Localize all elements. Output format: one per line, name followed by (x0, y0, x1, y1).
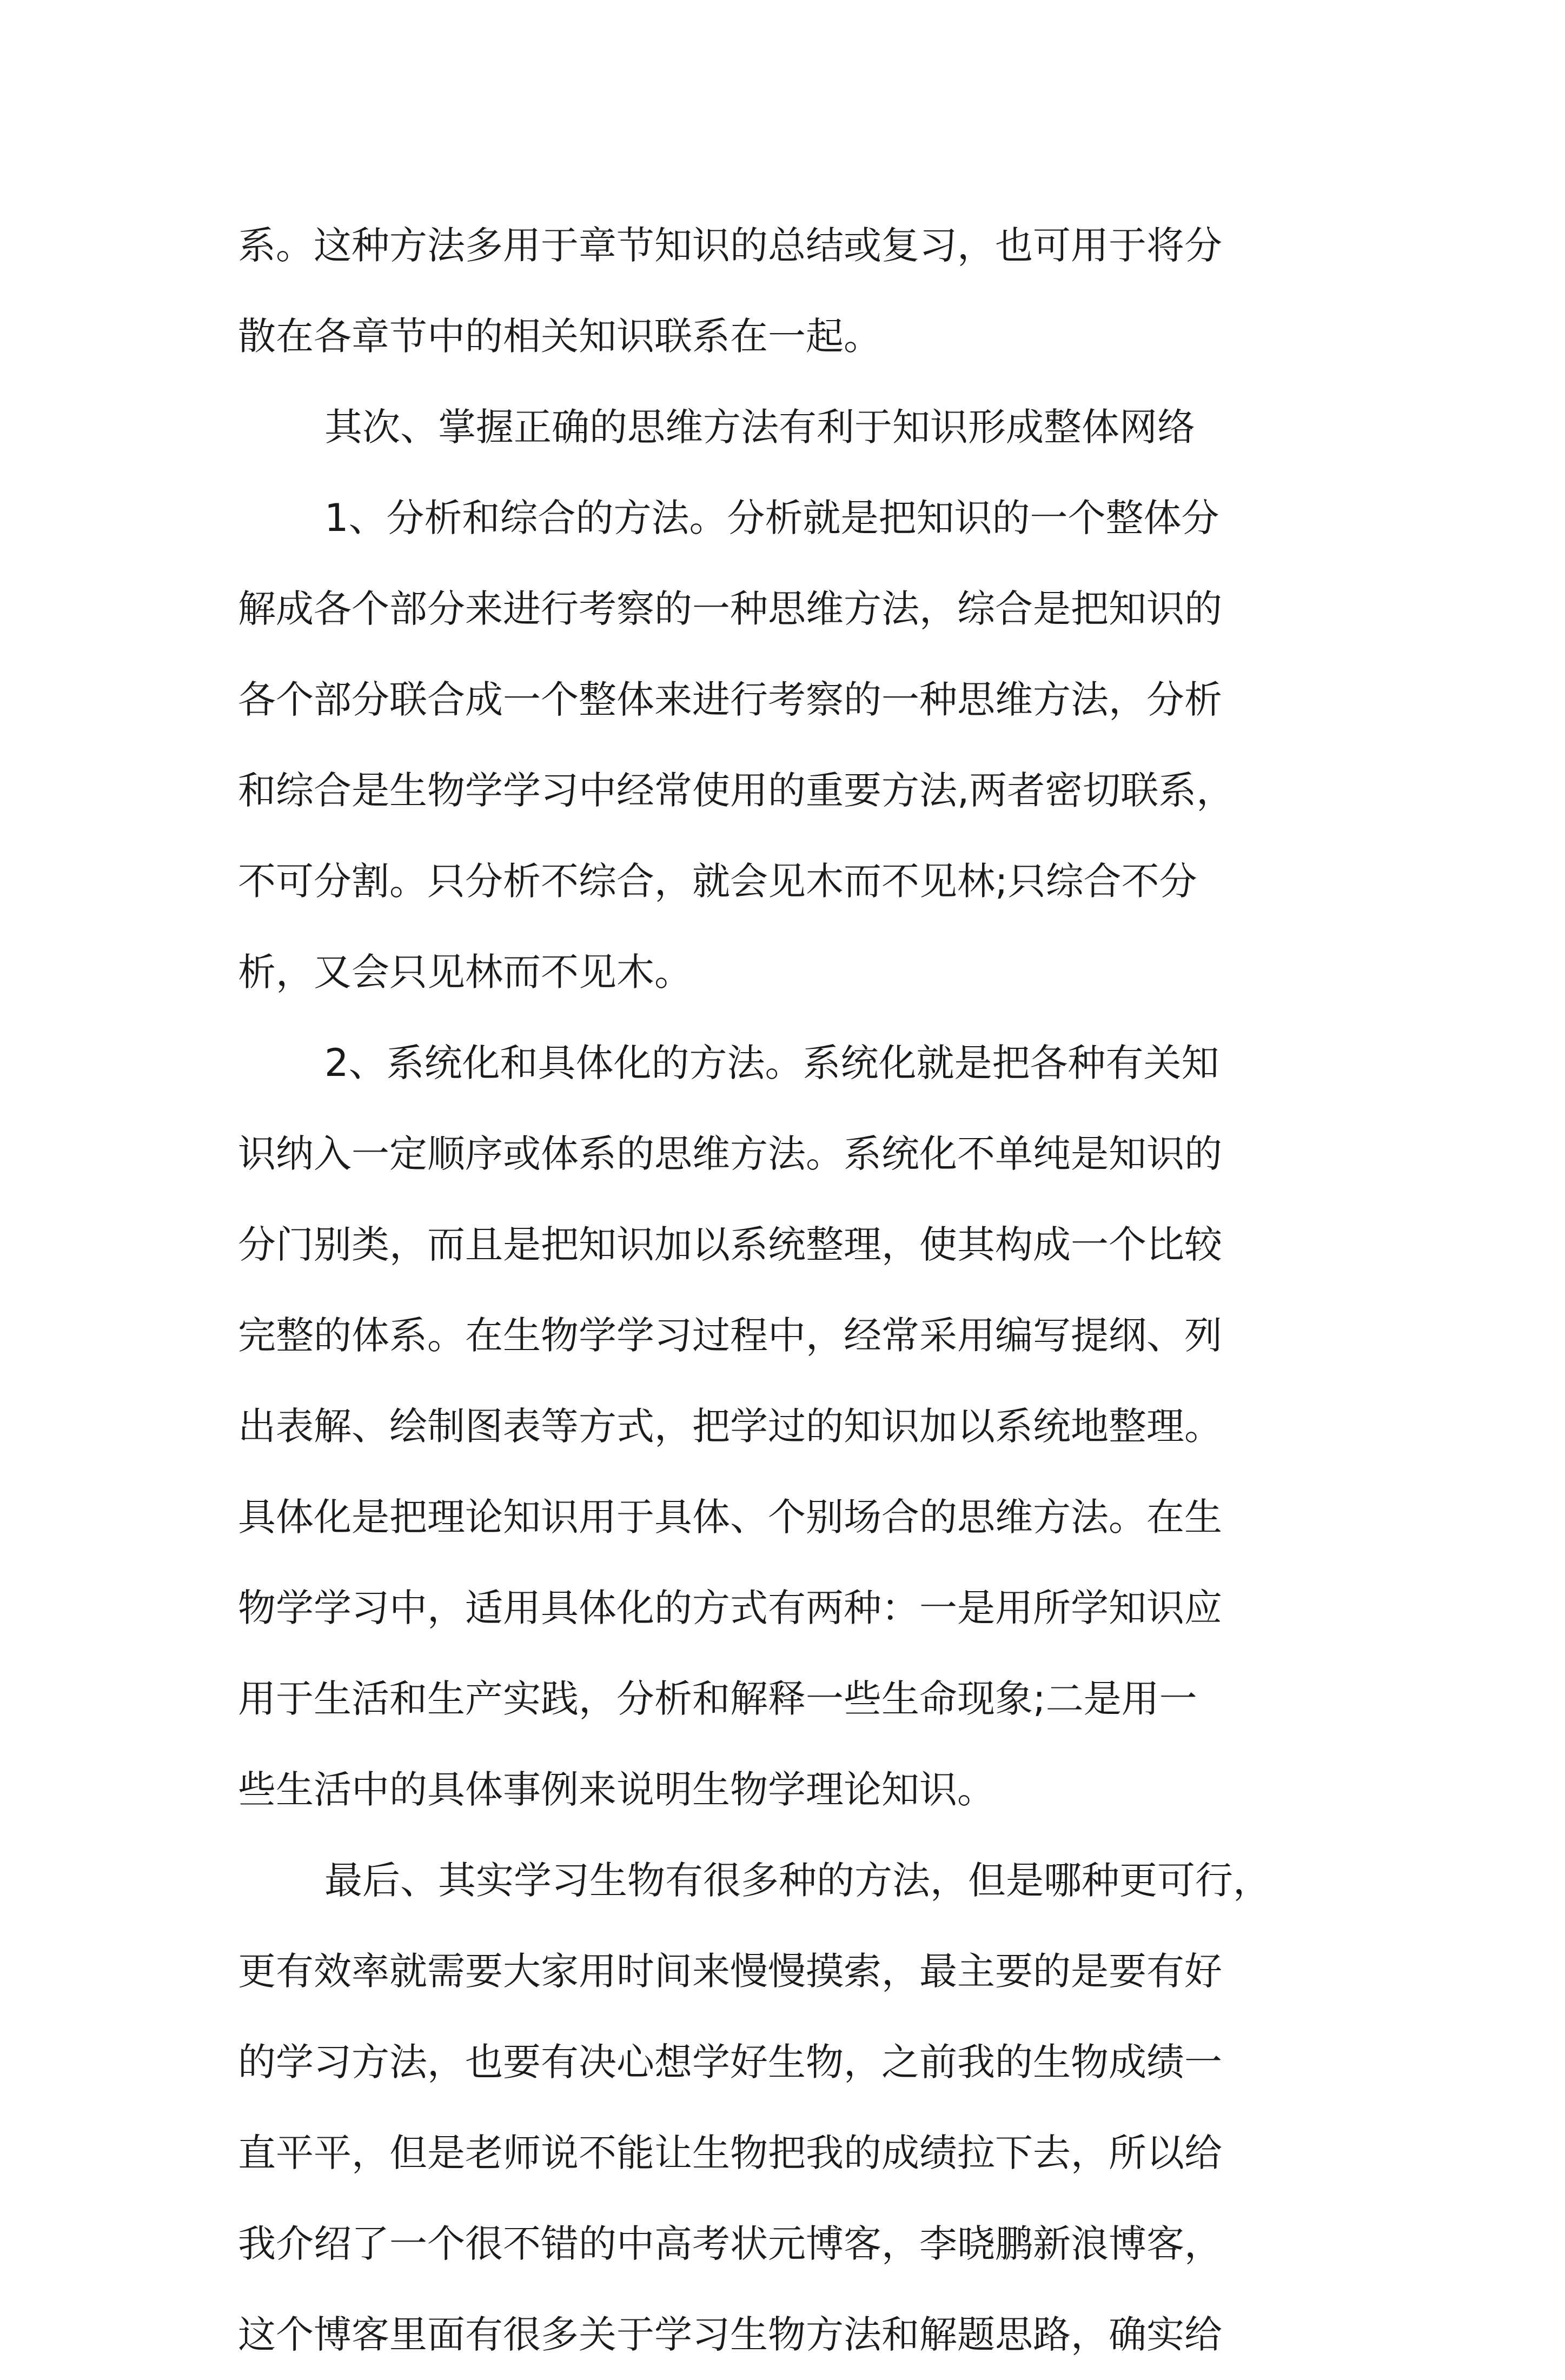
text-line: 1、分析和综合的方法。分析就是把知识的一个整体分 (324, 496, 1219, 540)
document-body (238, 200, 1344, 2380)
section-heading (238, 382, 1344, 473)
text-line: 散在各章节中的相关知识联系在一起。 (238, 314, 881, 358)
text-line: 用于生活和生产实践，分析和解释一些生命现象;二是用一 (238, 1677, 1197, 1721)
text-line: 完整的体系。在生物学学习过程中，经常采用编写提纲、列 (238, 1313, 1222, 1358)
text-line: 和综合是生物学学习中经常使用的重要方法,两者密切联系， (238, 768, 1235, 813)
text-line: 各个部分联合成一个整体来进行考察的一种思维方法，分析 (238, 677, 1222, 722)
text-line: 些生活中的具体事例来说明生物学理论知识。 (238, 1767, 995, 1812)
paragraph-conclusion (238, 1835, 1344, 2380)
text-line: 最后、其实学习生物有很多种的方法，但是哪种更可行， (324, 1858, 1271, 1903)
text-line: 2、系统化和具体化的方法。系统化就是把各种有关知 (324, 1041, 1219, 1085)
text-line: 直平平，但是老师说不能让生物把我的成绩拉下去，所以给 (238, 2131, 1222, 2175)
text-line: 出表解、绘制图表等方式，把学过的知识加以系统地整理。 (238, 1404, 1222, 1448)
text-line: 解成各个部分来进行考察的一种思维方法，综合是把知识的 (238, 587, 1222, 631)
text-line: 具体化是把理论知识用于具体、个别场合的思维方法。在生 (238, 1495, 1222, 1539)
text-line: 我介绍了一个很不错的中高考状元博客，李晓鹏新浪博客， (238, 2222, 1222, 2266)
text-line: 更有效率就需要大家用时间来慢慢摸索，最主要的是要有好 (238, 1949, 1222, 1993)
text-line: 识纳入一定顺序或体系的思维方法。系统化不单纯是知识的 (238, 1132, 1222, 1176)
text-line: 系。这种方法多用于章节知识的总结或复习，也可用于将分 (238, 223, 1222, 268)
text-line: 不可分割。只分析不综合，就会见木而不见林;只综合不分 (238, 859, 1197, 903)
text-line: 这个博客里面有很多关于学习生物方法和解题思路，确实给 (238, 2312, 1222, 2357)
text-line: 析，又会只见林而不见木。 (238, 950, 692, 994)
text-line: 的学习方法，也要有决心想学好生物，之前我的生物成绩一 (238, 2040, 1222, 2084)
paragraph-analysis-synthesis (238, 473, 1344, 1018)
heading-line: 其次、掌握正确的思维方法有利于知识形成整体网络 (324, 405, 1195, 449)
paragraph-systematization (238, 1018, 1344, 1835)
text-line: 分门别类，而且是把知识加以系统整理，使其构成一个比较 (238, 1222, 1222, 1267)
text-line: 物学学习中，适用具体化的方式有两种：一是用所学知识应 (238, 1586, 1222, 1630)
paragraph-continued (238, 200, 1344, 382)
